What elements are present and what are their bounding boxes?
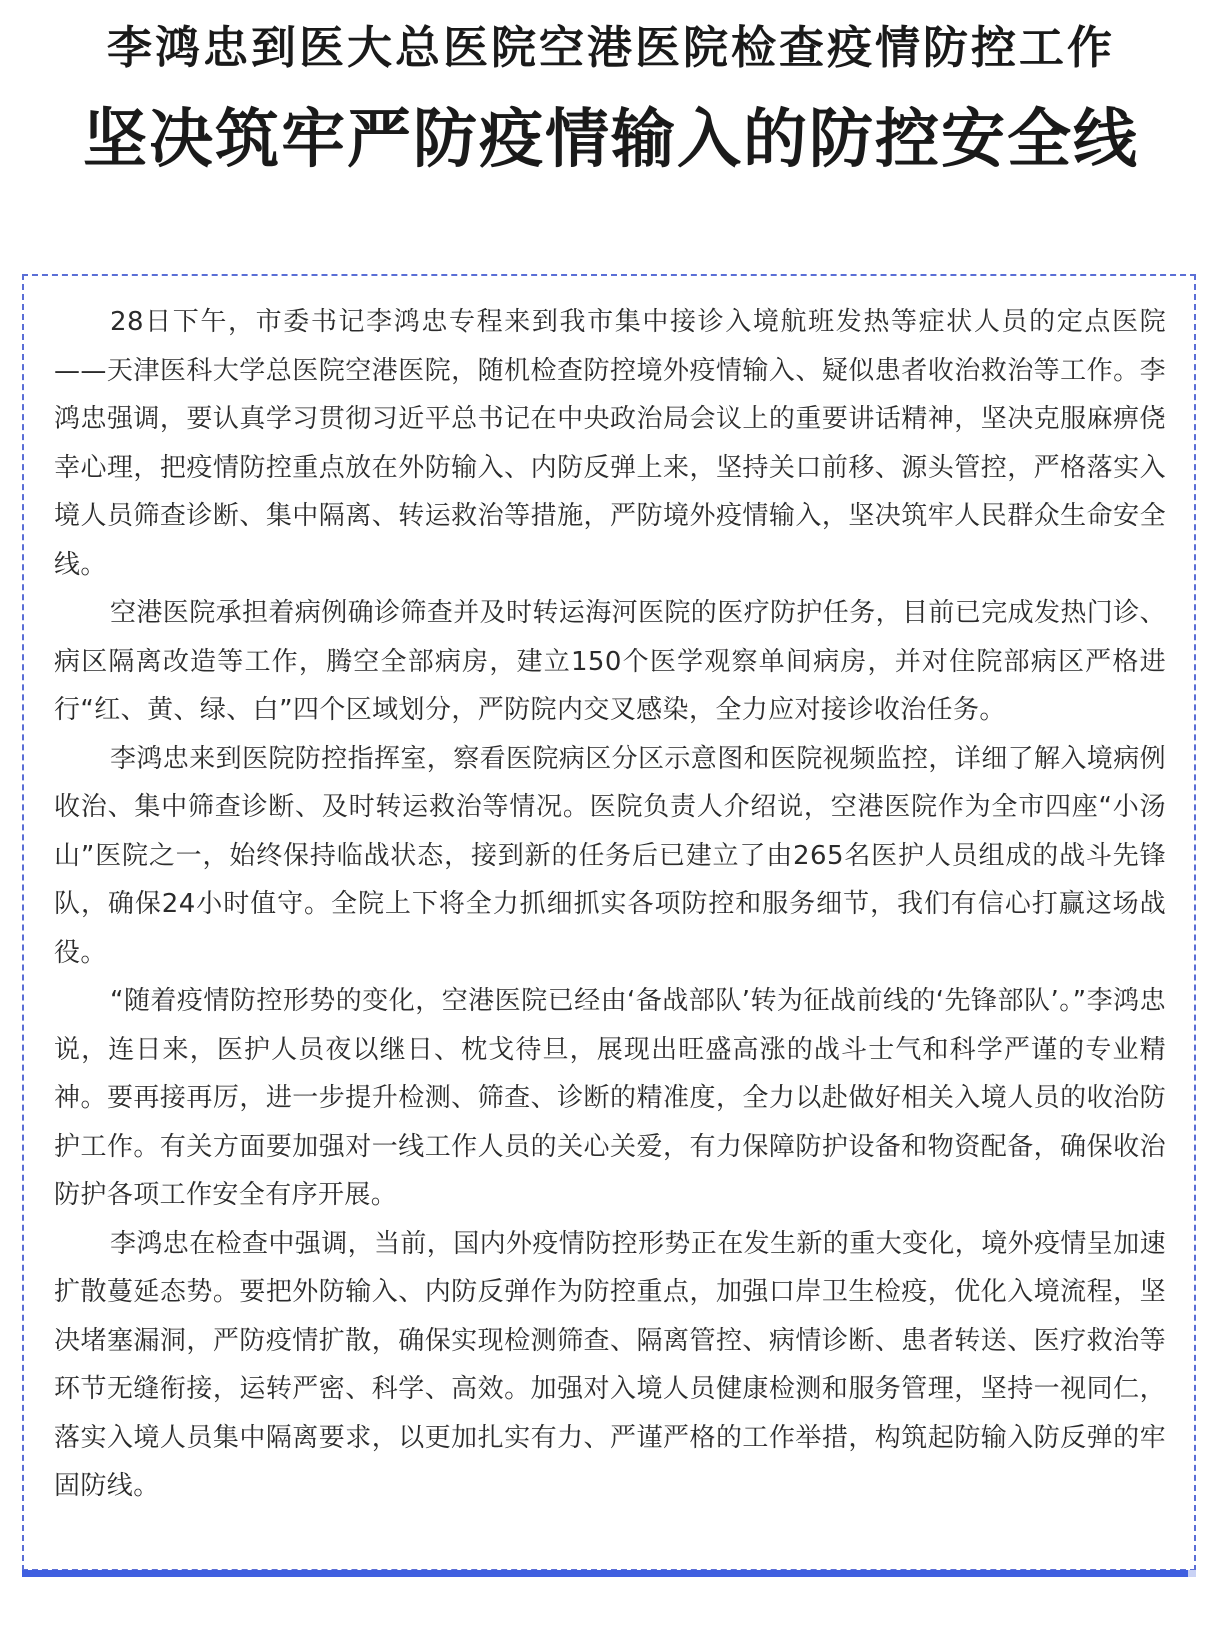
article-paragraph: “随着疫情防控形势的变化，空港医院已经由‘备战部队’转为征战前线的‘先锋部队’。”李鸿忠说，连日来，医护人员夜以继日、枕戈待旦，展现出旺盛高涨的战斗士气和科学严谨的专业精神。要再接再厉，进一步提升检测、筛查、诊断的精准度，全力以赴做好相关入境人员的收治防护工作。有关方面要加强对一线工作人员的关心关爱，有力保障防护设备和物资配备，确保收治防护各项工作安全有序开展。 [54,986,1166,1210]
article-box [22,274,1196,1571]
article-paragraph: 李鸿忠来到医院防控指挥室，察看医院病区分区示意图和医院视频监控，详细了解入境病例收治、集中筛查诊断、及时转运救治等情况。医院负责人介绍说，空港医院作为全市四座“小汤山”医院之一，始终保持临战状态，接到新的任务后已建立了由265名医护人员组成的战斗先锋队，确保24小时值守。全院上下将全力抓细抓实各项防控和服务细节，我们有信心打赢这场战役。 [54,743,1167,968]
bottom-accent-bar [22,1570,1188,1577]
article-paragraph: 空港医院承担着病例确诊筛查并及时转运海河医院的医疗防护任务，目前已完成发热门诊、病区隔离改造等工作，腾空全部病房，建立150个医学观察单间病房，并对住院部病区严格进行“红、黄、绿、白”四个区域划分，严防院内交叉感染，全力应对接诊收治任务。 [54,598,1167,725]
bottom-accent-bar-tail [1188,1570,1196,1577]
article-paragraph: 28日下午，市委书记李鸿忠专程来到我市集中接诊入境航班发热等症状人员的定点医院——天津医科大学总医院空港医院，随机检查防控境外疫情输入、疑似患者收治救治等工作。李鸿忠强调，要认真学习贯彻习近平总书记在中央政治局会议上的重要讲话精神，坚决克服麻痹侥幸心理，把疫情防控重点放在外防输入、内防反弹上来，坚持关口前移、源头管控，严格落实入境人员筛查诊断、集中隔离、转运救治等措施，严防境外疫情输入，坚决筑牢人民群众生命安全线。 [54,307,1166,580]
article-title: 坚决筑牢严防疫情输入的防控安全线 [83,103,1139,177]
article-paragraph: 李鸿忠在检查中强调，当前，国内外疫情防控形势正在发生新的重大变化，境外疫情呈加速扩散蔓延态势。要把外防输入、内防反弹作为防控重点，加强口岸卫生检疫，优化入境流程，坚决堵塞漏洞，严防疫情扩散，确保实现检测筛查、隔离管控、病情诊断、患者转送、医疗救治等环节无缝衔接，运转严密、科学、高效。加强对入境人员健康检测和服务管理，坚持一视同仁，落实入境人员集中隔离要求，以更加扎实有力、严谨严格的工作举措，构筑起防输入防反弹的牢固防线。 [54,1228,1167,1501]
article-subtitle: 李鸿忠到医大总医院空港医院检查疫情防控工作 [106,21,1115,74]
article-body [54,298,1166,1511]
